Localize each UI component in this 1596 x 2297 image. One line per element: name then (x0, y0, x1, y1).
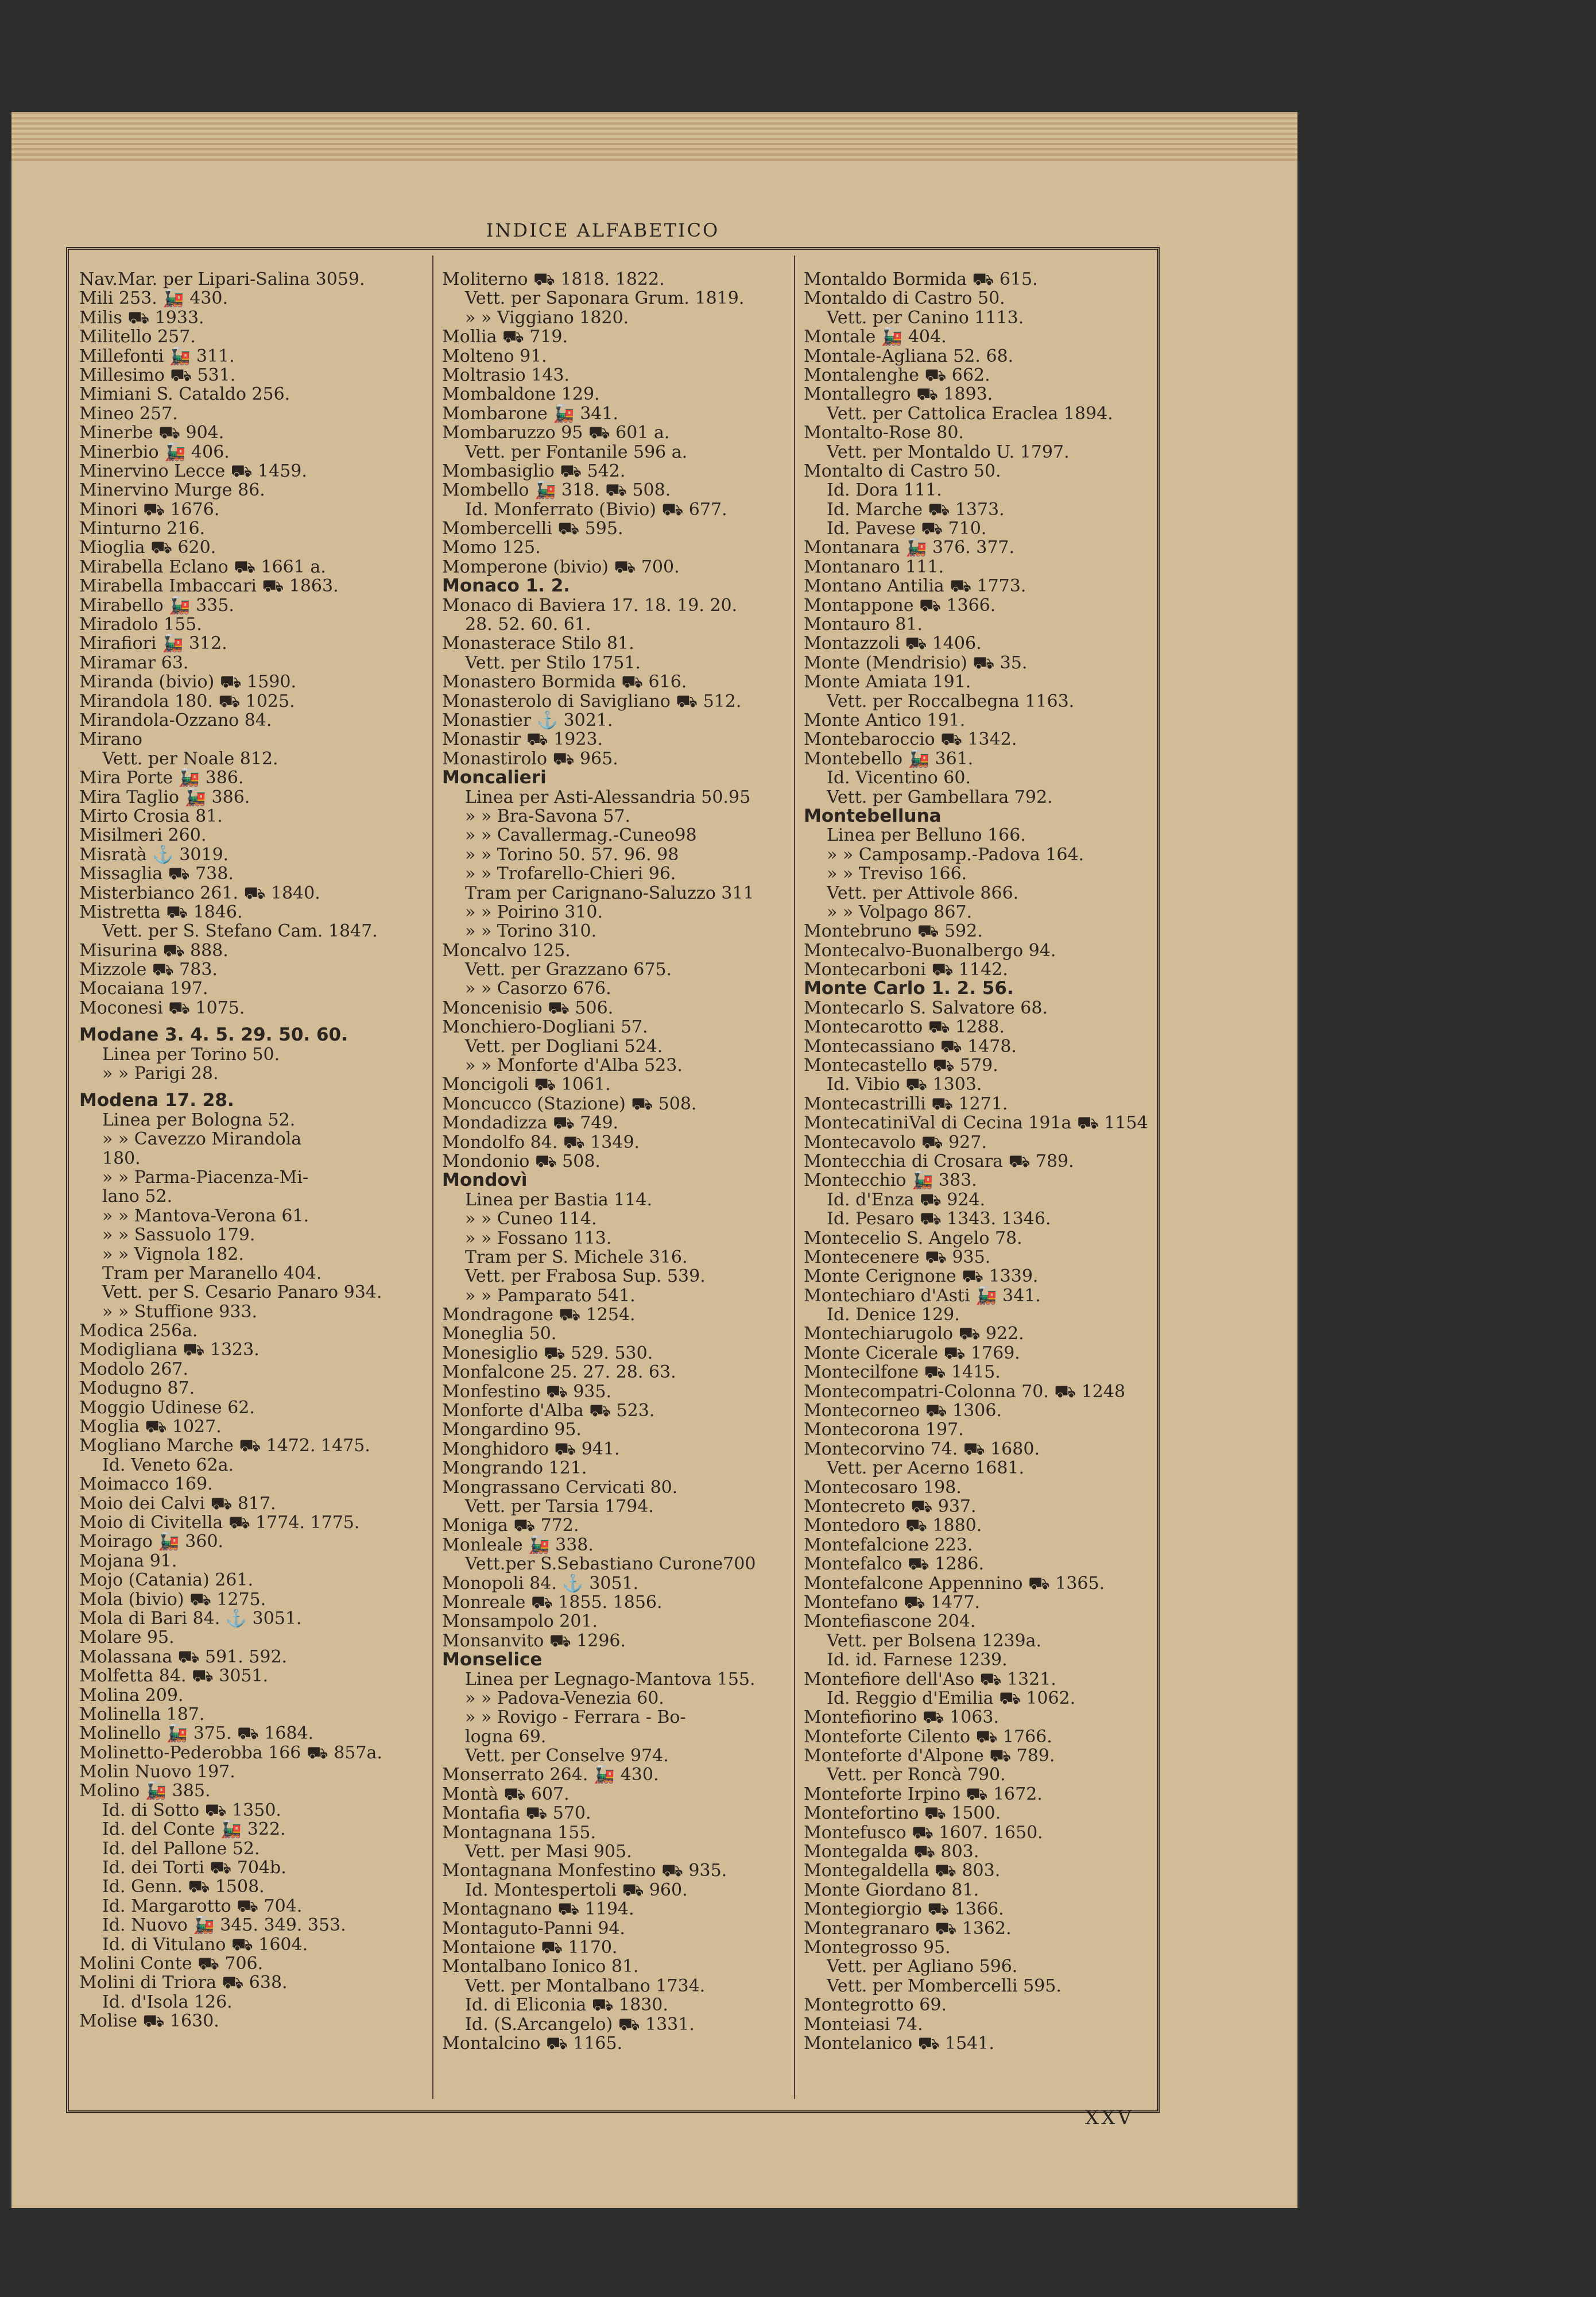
index-column-2 (442, 270, 787, 2053)
index-entry: Montefalcione 223. (804, 1535, 973, 1555)
page-header: INDICE ALFABETICO (486, 219, 720, 241)
index-heading: Modena 17. 28. (79, 1091, 234, 1111)
index-entry: Vett. per Gambellara 792. (827, 787, 1053, 807)
index-entry: Vett. per Cattolica Eraclea 1894. (827, 404, 1113, 424)
index-entry: Monfalcone 25. 27. 28. 63. (442, 1363, 676, 1382)
index-entry: Mili 253. 🚂 430. (79, 289, 228, 308)
index-entry: Momo 125. (442, 538, 541, 558)
index-entry: Mombercelli ⛟ 595. (442, 519, 623, 539)
index-entry: Montecilfone ⛟ 1415. (804, 1363, 1001, 1382)
index-entry: lano 52. (102, 1187, 173, 1206)
index-entry: Monchiero-Dogliani 57. (442, 1018, 648, 1037)
index-entry: Montefiore dell'Aso ⛟ 1321. (804, 1669, 1056, 1689)
index-entry: Mioglia ⛟ 620. (79, 538, 216, 558)
index-entry: Monfestino ⛟ 935. (442, 1382, 611, 1402)
index-entry: Id. Marche ⛟ 1373. (827, 500, 1005, 520)
index-entry: Missaglia ⛟ 738. (79, 864, 234, 884)
index-entry: Montegrotto 69. (804, 1996, 947, 2015)
page-number: XXV (1085, 2106, 1134, 2129)
index-entry: Vett. per Montalbano 1734. (465, 1976, 706, 1996)
index-entry: Misurina ⛟ 888. (79, 941, 228, 961)
index-entry: » » Mantova-Verona 61. (102, 1206, 309, 1226)
index-entry: Molinello 🚂 375. ⛟ 1684. (79, 1724, 314, 1743)
index-entry: » » Stuffione 933. (102, 1302, 258, 1322)
index-entry: MontecatiniVal di Cecina 191a ⛟ 1154 (804, 1113, 1148, 1133)
index-entry: Montechiaro d'Asti 🚂 341. (804, 1286, 1041, 1306)
index-entry: Molino 🚂 385. (79, 1781, 211, 1801)
index-entry: Moncucco (Stazione) ⛟ 508. (442, 1094, 697, 1114)
index-entry: Montecelio S. Angelo 78. (804, 1228, 1022, 1248)
index-entry: Vett. per Frabosa Sup. 539. (465, 1267, 706, 1286)
index-entry: » » Sassuolo 179. (102, 1225, 255, 1245)
index-entry: Id. id. Farnese 1239. (827, 1650, 1008, 1670)
index-entry: Monastirolo ⛟ 965. (442, 749, 618, 769)
index-entry: Minori ⛟ 1676. (79, 500, 220, 520)
index-column-3 (804, 270, 1148, 2053)
index-entry: Moimacco 169. (79, 1475, 213, 1494)
index-entry: Mondolfo 84. ⛟ 1349. (442, 1132, 640, 1152)
index-entry: Montaldo di Castro 50. (804, 289, 1005, 308)
index-entry: Vett. per Fontanile 596 a. (465, 442, 688, 462)
index-entry: Id. d'Enza ⛟ 924. (827, 1190, 986, 1210)
index-entry: Montecchia di Crosara ⛟ 789. (804, 1151, 1074, 1171)
index-entry: Vett. per Roccalbegna 1163. (827, 691, 1075, 711)
index-entry: Vett. per Acerno 1681. (827, 1459, 1025, 1478)
index-entry: Monopoli 84. ⚓ 3051. (442, 1573, 639, 1593)
index-entry: Molin Nuovo 197. (79, 1762, 235, 1782)
index-entry: Montalcino ⛟ 1165. (442, 2033, 623, 2054)
index-entry: Monte Giordano 81. (804, 1880, 979, 1900)
index-entry: Linea per Torino 50. (102, 1045, 280, 1065)
column-divider (432, 256, 433, 2099)
index-entry: Montegrosso 95. (804, 1938, 951, 1958)
index-entry: Vett. per Stilo 1751. (465, 653, 641, 673)
index-entry: Linea per Belluno 166. (827, 826, 1026, 845)
index-entry: Montecarotto ⛟ 1288. (804, 1018, 1005, 1037)
index-entry: Monteforte Irpino ⛟ 1672. (804, 1784, 1043, 1804)
index-entry: Minturno 216. (79, 519, 206, 539)
index-entry: Montalto di Castro 50. (804, 461, 1001, 481)
column-divider (794, 256, 795, 2099)
index-entry: Montaione ⛟ 1170. (442, 1938, 618, 1958)
index-entry: Mojo (Catania) 261. (79, 1571, 254, 1590)
index-entry: Mirabella Imbaccari ⛟ 1863. (79, 577, 339, 596)
index-entry: Monteforte d'Alpone ⛟ 789. (804, 1746, 1055, 1766)
index-entry: Montedoro ⛟ 1880. (804, 1516, 982, 1536)
index-entry: Mocaiana 197. (79, 979, 208, 999)
index-entry: Millefonti 🚂 311. (79, 346, 235, 366)
index-entry: Minervino Murge 86. (79, 481, 265, 500)
index-entry: Mineo 257. (79, 404, 178, 424)
index-heading: Moncalieri (442, 768, 547, 788)
index-entry: Montano Antilia ⛟ 1773. (804, 577, 1026, 596)
index-entry: Vett. per Montaldo U. 1797. (827, 442, 1070, 462)
index-entry: Molinetto-Pederobba 166 ⛟ 857a. (79, 1743, 382, 1763)
index-entry: Montecorneo ⛟ 1306. (804, 1401, 1002, 1421)
index-entry: » » Vignola 182. (102, 1244, 244, 1264)
index-entry: Montefalcone Appennino ⛟ 1365. (804, 1573, 1105, 1593)
index-entry: Montechiarugolo ⛟ 922. (804, 1324, 1024, 1344)
index-entry: Mogliano Marche ⛟ 1472. 1475. (79, 1436, 370, 1456)
index-entry: Moncalvo 125. (442, 941, 571, 961)
index-entry: Montagnano ⛟ 1194. (442, 1900, 634, 1919)
index-entry: Montecastello ⛟ 579. (804, 1056, 998, 1076)
index-entry: Montecastrilli ⛟ 1271. (804, 1094, 1008, 1114)
index-entry: Mongardino 95. (442, 1420, 582, 1440)
index-entry: Montefiascone 204. (804, 1612, 976, 1631)
index-entry: » » Rovigo - Ferrara - Bo- (465, 1708, 686, 1727)
index-entry: Montecavolo ⛟ 927. (804, 1132, 987, 1152)
index-entry: Vett. per Dogliani 524. (465, 1037, 663, 1057)
index-heading: Montebelluna (804, 806, 942, 826)
index-entry: Mojana 91. (79, 1551, 177, 1571)
index-entry: Miranda (bivio) ⛟ 1590. (79, 672, 296, 692)
index-entry: Montecarboni ⛟ 1142. (804, 960, 1008, 980)
index-entry: » » Parma-Piacenza-Mi- (102, 1167, 309, 1188)
index-entry: Vett. per Attivole 866. (827, 883, 1019, 903)
index-entry: Montale-Agliana 52. 68. (804, 346, 1014, 366)
index-entry: Montale 🚂 404. (804, 327, 947, 347)
index-entry: Linea per Legnago-Mantova 155. (465, 1669, 756, 1689)
index-entry: Montebello 🚂 361. (804, 749, 974, 769)
index-entry: Montefalco ⛟ 1286. (804, 1554, 985, 1574)
index-entry: Tram per Maranello 404. (102, 1263, 322, 1283)
index-entry: Vett. per Bolsena 1239a. (827, 1631, 1042, 1651)
index-entry: Id. Montespertoli ⛟ 960. (465, 1880, 688, 1900)
index-entry: Moneglia 50. (442, 1324, 557, 1344)
index-entry: 28. 52. 60. 61. (465, 615, 591, 635)
index-entry: Montauro 81. (804, 615, 923, 635)
index-entry: Mombello 🚂 318. ⛟ 508. (442, 481, 671, 500)
index-entry: » » Padova-Venezia 60. (465, 1688, 664, 1708)
index-entry: Mondragone ⛟ 1254. (442, 1305, 636, 1325)
index-entry: Montecompatri-Colonna 70. ⛟ 1248 (804, 1382, 1126, 1402)
index-entry: Id. Pavese ⛟ 710. (827, 519, 987, 539)
index-entry: Monreale ⛟ 1855. 1856. (442, 1592, 663, 1612)
index-entry: Montaldo Bormida ⛟ 615. (804, 270, 1038, 289)
index-entry: Linea per Asti-Alessandria 50.95 (465, 787, 751, 807)
index-entry: Miramar 63. (79, 653, 189, 673)
index-entry: Misratà ⚓ 3019. (79, 845, 229, 865)
index-entry: Id. Vibio ⛟ 1303. (827, 1075, 982, 1095)
index-entry: logna 69. (465, 1727, 547, 1747)
index-entry: » » Casorzo 676. (465, 979, 611, 999)
page-edges (11, 112, 1297, 164)
index-entry: Monghidoro ⛟ 941. (442, 1439, 620, 1459)
index-entry: » » Fossano 113. (465, 1228, 612, 1248)
index-entry: Montecorvino 74. ⛟ 1680. (804, 1439, 1040, 1459)
index-entry: » » Cuneo 114. (465, 1209, 597, 1229)
index-entry: Id. Vicentino 60. (827, 768, 971, 788)
index-entry: Mirafiori 🚂 312. (79, 634, 227, 653)
index-entry: Miradolo 155. (79, 615, 202, 635)
index-entry: Monleale 🚂 338. (442, 1535, 594, 1555)
index-entry: Minerbe ⛟ 904. (79, 423, 224, 443)
index-heading: Monaco 1. 2. (442, 577, 571, 596)
index-heading: Modane 3. 4. 5. 29. 50. 60. (79, 1026, 348, 1045)
index-entry: Montecenere ⛟ 935. (804, 1247, 991, 1267)
index-entry: » » Volpago 867. (827, 902, 973, 922)
index-entry: Montalenghe ⛟ 662. (804, 365, 990, 385)
index-entry: Vett. per Noale 812. (102, 749, 278, 769)
index-entry: Monteiasi 74. (804, 2014, 923, 2034)
index-entry: Montegaldella ⛟ 803. (804, 1861, 1001, 1881)
index-entry: Molini di Triora ⛟ 638. (79, 1973, 288, 1993)
index-entry: Molina 209. (79, 1685, 184, 1705)
index-entry: Moio dei Calvi ⛟ 817. (79, 1494, 276, 1513)
index-entry: Mola (bivio) ⛟ 1275. (79, 1590, 266, 1609)
index-entry: Mistretta ⛟ 1846. (79, 902, 243, 922)
index-entry: Id. del Conte 🚂 322. (102, 1820, 286, 1839)
index-entry: Montà ⛟ 607. (442, 1784, 570, 1804)
index-entry: Montallegro ⛟ 1893. (804, 385, 993, 404)
index-entry: Id. Reggio d'Emilia ⛟ 1062. (827, 1688, 1076, 1708)
index-entry: Molinella 187. (79, 1704, 205, 1724)
index-entry: » » Bra-Savona 57. (465, 806, 631, 826)
index-entry: Monastero Bormida ⛟ 616. (442, 672, 687, 692)
index-entry: Monteforte Cilento ⛟ 1766. (804, 1727, 1052, 1747)
index-heading: Mondovì (442, 1171, 528, 1190)
index-entry: Moliterno ⛟ 1818. 1822. (442, 270, 665, 289)
index-column-1 (79, 270, 424, 2031)
index-entry: » » Treviso 166. (827, 864, 967, 884)
index-entry: Vett. per Grazzano 675. (465, 960, 672, 980)
index-entry: Vett. per Agliano 596. (827, 1957, 1018, 1977)
index-entry: Mombaruzzo 95 ⛟ 601 a. (442, 423, 670, 443)
index-entry: Mirandola 180. ⛟ 1025. (79, 691, 295, 711)
index-entry: Id. Genn. ⛟ 1508. (102, 1877, 265, 1897)
index-entry: Mombaldone 129. (442, 385, 600, 404)
index-entry: Id. del Pallone 52. (102, 1839, 260, 1859)
index-entry: Molare 95. (79, 1628, 175, 1648)
index-entry: » » Cavallermag.-Cuneo98 (465, 826, 697, 845)
index-entry: Mola di Bari 84. ⚓ 3051. (79, 1608, 302, 1629)
index-entry: » » Trofarello-Chieri 96. (465, 864, 676, 884)
index-entry: Molteno 91. (442, 346, 547, 366)
index-entry: Mongrando 121. (442, 1459, 587, 1478)
index-entry: Mollia ⛟ 719. (442, 327, 568, 347)
index-entry: Montalbano Ionico 81. (442, 1957, 639, 1977)
index-entry: » » Camposamp.-Padova 164. (827, 845, 1084, 865)
index-entry: Monasterace Stilo 81. (442, 634, 634, 653)
index-entry: Moio di Civitella ⛟ 1774. 1775. (79, 1513, 360, 1533)
index-entry: Monesiglio ⛟ 529. 530. (442, 1343, 653, 1363)
index-entry: Moirago 🚂 360. (79, 1532, 224, 1552)
index-entry: Monte (Mendrisio) ⛟ 35. (804, 653, 1028, 673)
index-entry: Id. Dora 111. (827, 481, 942, 500)
index-entry: Montebaroccio ⛟ 1342. (804, 730, 1017, 749)
index-entry: Monforte d'Alba ⛟ 523. (442, 1401, 655, 1421)
index-entry: Monserrato 264. 🚂 430. (442, 1765, 659, 1785)
index-entry: Militello 257. (79, 327, 196, 347)
index-entry: Id. Denice 129. (827, 1305, 960, 1325)
index-entry: Montecreto ⛟ 937. (804, 1497, 977, 1517)
index-entry: » » Cavezzo Mirandola (102, 1130, 302, 1149)
index-entry: Monastir ⛟ 1923. (442, 730, 603, 749)
index-entry: Montefiorino ⛟ 1063. (804, 1708, 999, 1727)
index-entry: Montappone ⛟ 1366. (804, 595, 996, 616)
index-entry: Montegranaro ⛟ 1362. (804, 1919, 1012, 1938)
index-entry: Modugno 87. (79, 1379, 195, 1398)
index-entry: Vett. per Mombercelli 595. (827, 1976, 1062, 1996)
index-entry: Mongrassano Cervicati 80. (442, 1478, 678, 1497)
index-entry: Montanara 🚂 376. 377. (804, 538, 1015, 558)
index-entry: Monaco di Baviera 17. 18. 19. 20. (442, 595, 738, 616)
index-entry: Momperone (bivio) ⛟ 700. (442, 557, 680, 577)
index-entry: Montecalvo-Buonalbergo 94. (804, 941, 1056, 961)
index-entry: Moggio Udinese 62. (79, 1398, 255, 1418)
index-entry: Moglia ⛟ 1027. (79, 1417, 222, 1437)
index-entry: Monte Antico 191. (804, 710, 966, 730)
index-entry: Monastier ⚓ 3021. (442, 710, 613, 730)
index-entry: Vett. per Canino 1113. (827, 308, 1024, 328)
index-entry: Id. Monferrato (Bivio) ⛟ 677. (465, 500, 727, 520)
index-entry: Mirabella Eclano ⛟ 1661 a. (79, 557, 326, 577)
index-entry: Id. Veneto 62a. (102, 1455, 234, 1475)
index-entry: Id. Pesaro ⛟ 1343. 1346. (827, 1209, 1051, 1229)
index-entry: Vett. per Conselve 974. (465, 1746, 669, 1766)
index-entry: Millesimo ⛟ 531. (79, 365, 236, 385)
index-entry: Molassana ⛟ 591. 592. (79, 1647, 288, 1667)
index-entry: Vett. per Tarsia 1794. (465, 1497, 654, 1517)
index-entry: Vett. per Masi 905. (465, 1842, 632, 1862)
index-entry: Montecarlo S. Salvatore 68. (804, 998, 1048, 1018)
index-entry: Mirano (79, 730, 142, 749)
index-entry: Mizzole ⛟ 783. (79, 960, 218, 980)
index-entry: 180. (102, 1148, 141, 1168)
index-entry: Montefortino ⛟ 1500. (804, 1804, 1001, 1823)
index-entry: Mondadizza ⛟ 749. (442, 1113, 619, 1133)
index-entry: Montalto-Rose 80. (804, 423, 964, 443)
index-entry: Id. di Eliconia ⛟ 1830. (465, 1996, 668, 2015)
index-entry: Linea per Bastia 114. (465, 1190, 653, 1210)
index-entry: Molfetta 84. ⛟ 3051. (79, 1666, 269, 1686)
index-entry: Vett. per S. Stefano Cam. 1847. (102, 922, 378, 941)
index-entry: Mombarone 🚂 341. (442, 404, 619, 424)
index-entry: Moncenisio ⛟ 506. (442, 998, 614, 1018)
index-entry: Mombasiglio ⛟ 542. (442, 461, 626, 481)
index-entry: Montaguto-Panni 94. (442, 1919, 626, 1938)
index-entry: » » Viggiano 1820. (465, 308, 629, 328)
index-entry: » » Pamparato 541. (465, 1286, 636, 1306)
index-entry: Montecosaro 198. (804, 1478, 962, 1497)
index-entry: Id. di Sotto ⛟ 1350. (102, 1800, 281, 1820)
index-entry: » » Torino 310. (465, 922, 597, 941)
index-entry: Id. (S.Arcangelo) ⛟ 1331. (465, 2014, 695, 2034)
index-heading: Monte Carlo 1. 2. 56. (804, 979, 1014, 999)
index-entry: Mira Taglio 🚂 386. (79, 787, 250, 807)
index-entry: Monte Amiata 191. (804, 672, 971, 692)
index-heading: Monselice (442, 1650, 543, 1670)
index-entry: Vett.per S.Sebastiano Curone700 (465, 1554, 756, 1574)
index-entry: Moncigoli ⛟ 1061. (442, 1075, 611, 1095)
index-entry: Monte Cerignone ⛟ 1339. (804, 1267, 1039, 1286)
index-entry: Monasterolo di Savigliano ⛟ 512. (442, 691, 742, 711)
index-entry: Id. d'Isola 126. (102, 1992, 233, 2012)
index-entry: Montegalda ⛟ 803. (804, 1842, 979, 1862)
index-entry: Montefano ⛟ 1477. (804, 1592, 980, 1612)
index-entry: Tram per S. Michele 316. (465, 1247, 688, 1267)
index-entry: Id. Nuovo 🚂 345. 349. 353. (102, 1916, 346, 1935)
index-entry: Modolo 267. (79, 1359, 189, 1379)
index-entry: Moconesi ⛟ 1075. (79, 998, 245, 1018)
index-entry: Mirto Crosia 81. (79, 806, 223, 826)
index-entry: Linea per Bologna 52. (102, 1110, 296, 1130)
index-entry: Mirabello 🚂 335. (79, 595, 234, 616)
index-entry: Molise ⛟ 1630. (79, 2012, 219, 2031)
index-entry: Id. dei Torti ⛟ 704b. (102, 1858, 286, 1878)
index-entry: Tram per Carignano-Saluzzo 311 (465, 883, 754, 903)
index-entry: Misilmeri 260. (79, 826, 207, 845)
index-entry: Moltrasio 143. (442, 365, 570, 385)
index-entry: Mondonio ⛟ 508. (442, 1151, 601, 1171)
index-entry: Mirandola-Ozzano 84. (79, 710, 272, 730)
index-entry: Monsanvito ⛟ 1296. (442, 1631, 626, 1651)
index-entry: Nav.Mar. per Lipari-Salina 3059. (79, 270, 365, 289)
index-entry: Vett. per S. Cesario Panaro 934. (102, 1283, 382, 1302)
index-entry: Mira Porte 🚂 386. (79, 768, 244, 788)
index-entry: Monsampolo 201. (442, 1612, 598, 1631)
index-entry: Vett. per Saponara Grum. 1819. (465, 289, 745, 308)
index-entry: Modica 256a. (79, 1321, 198, 1341)
index-entry: Id. di Vitulano ⛟ 1604. (102, 1935, 308, 1954)
index-entry: Misterbianco 261. ⛟ 1840. (79, 883, 320, 903)
index-entry: Montanaro 111. (804, 557, 944, 577)
index-entry: Vett. per Roncà 790. (827, 1765, 1006, 1785)
index-entry: Montecassiano ⛟ 1478. (804, 1037, 1017, 1057)
index-entry: Montafia ⛟ 570. (442, 1804, 591, 1823)
index-entry: Minerbio 🚂 406. (79, 442, 230, 462)
index-entry: Montelanico ⛟ 1541. (804, 2033, 994, 2054)
index-entry: Montecchio 🚂 383. (804, 1171, 977, 1190)
index-entry: Moniga ⛟ 772. (442, 1516, 579, 1536)
index-entry: Montazzoli ⛟ 1406. (804, 634, 982, 653)
index-entry: » » Poirino 310. (465, 902, 603, 922)
index-entry: Montebruno ⛟ 592. (804, 922, 983, 941)
index-entry: Montagnana Monfestino ⛟ 935. (442, 1861, 727, 1881)
index-entry: Montagnana 155. (442, 1823, 596, 1843)
index-entry: » » Torino 50. 57. 96. 98 (465, 845, 679, 865)
index-entry: Montefusco ⛟ 1607. 1650. (804, 1823, 1043, 1843)
index-entry: Mimiani S. Cataldo 256. (79, 385, 290, 404)
index-entry: » » Monforte d'Alba 523. (465, 1056, 683, 1076)
index-entry: Monte Cicerale ⛟ 1769. (804, 1343, 1020, 1363)
index-entry: Molini Conte ⛟ 706. (79, 1954, 264, 1974)
index-entry: Milis ⛟ 1933. (79, 308, 204, 328)
index-entry: Montegiorgio ⛟ 1366. (804, 1900, 1004, 1919)
index-entry: Modigliana ⛟ 1323. (79, 1340, 259, 1360)
index-entry: Minervino Lecce ⛟ 1459. (79, 461, 307, 481)
index-entry: Id. Margarotto ⛟ 704. (102, 1896, 303, 1916)
index-entry: » » Parigi 28. (102, 1064, 219, 1084)
index-entry: Montecorona 197. (804, 1420, 964, 1440)
